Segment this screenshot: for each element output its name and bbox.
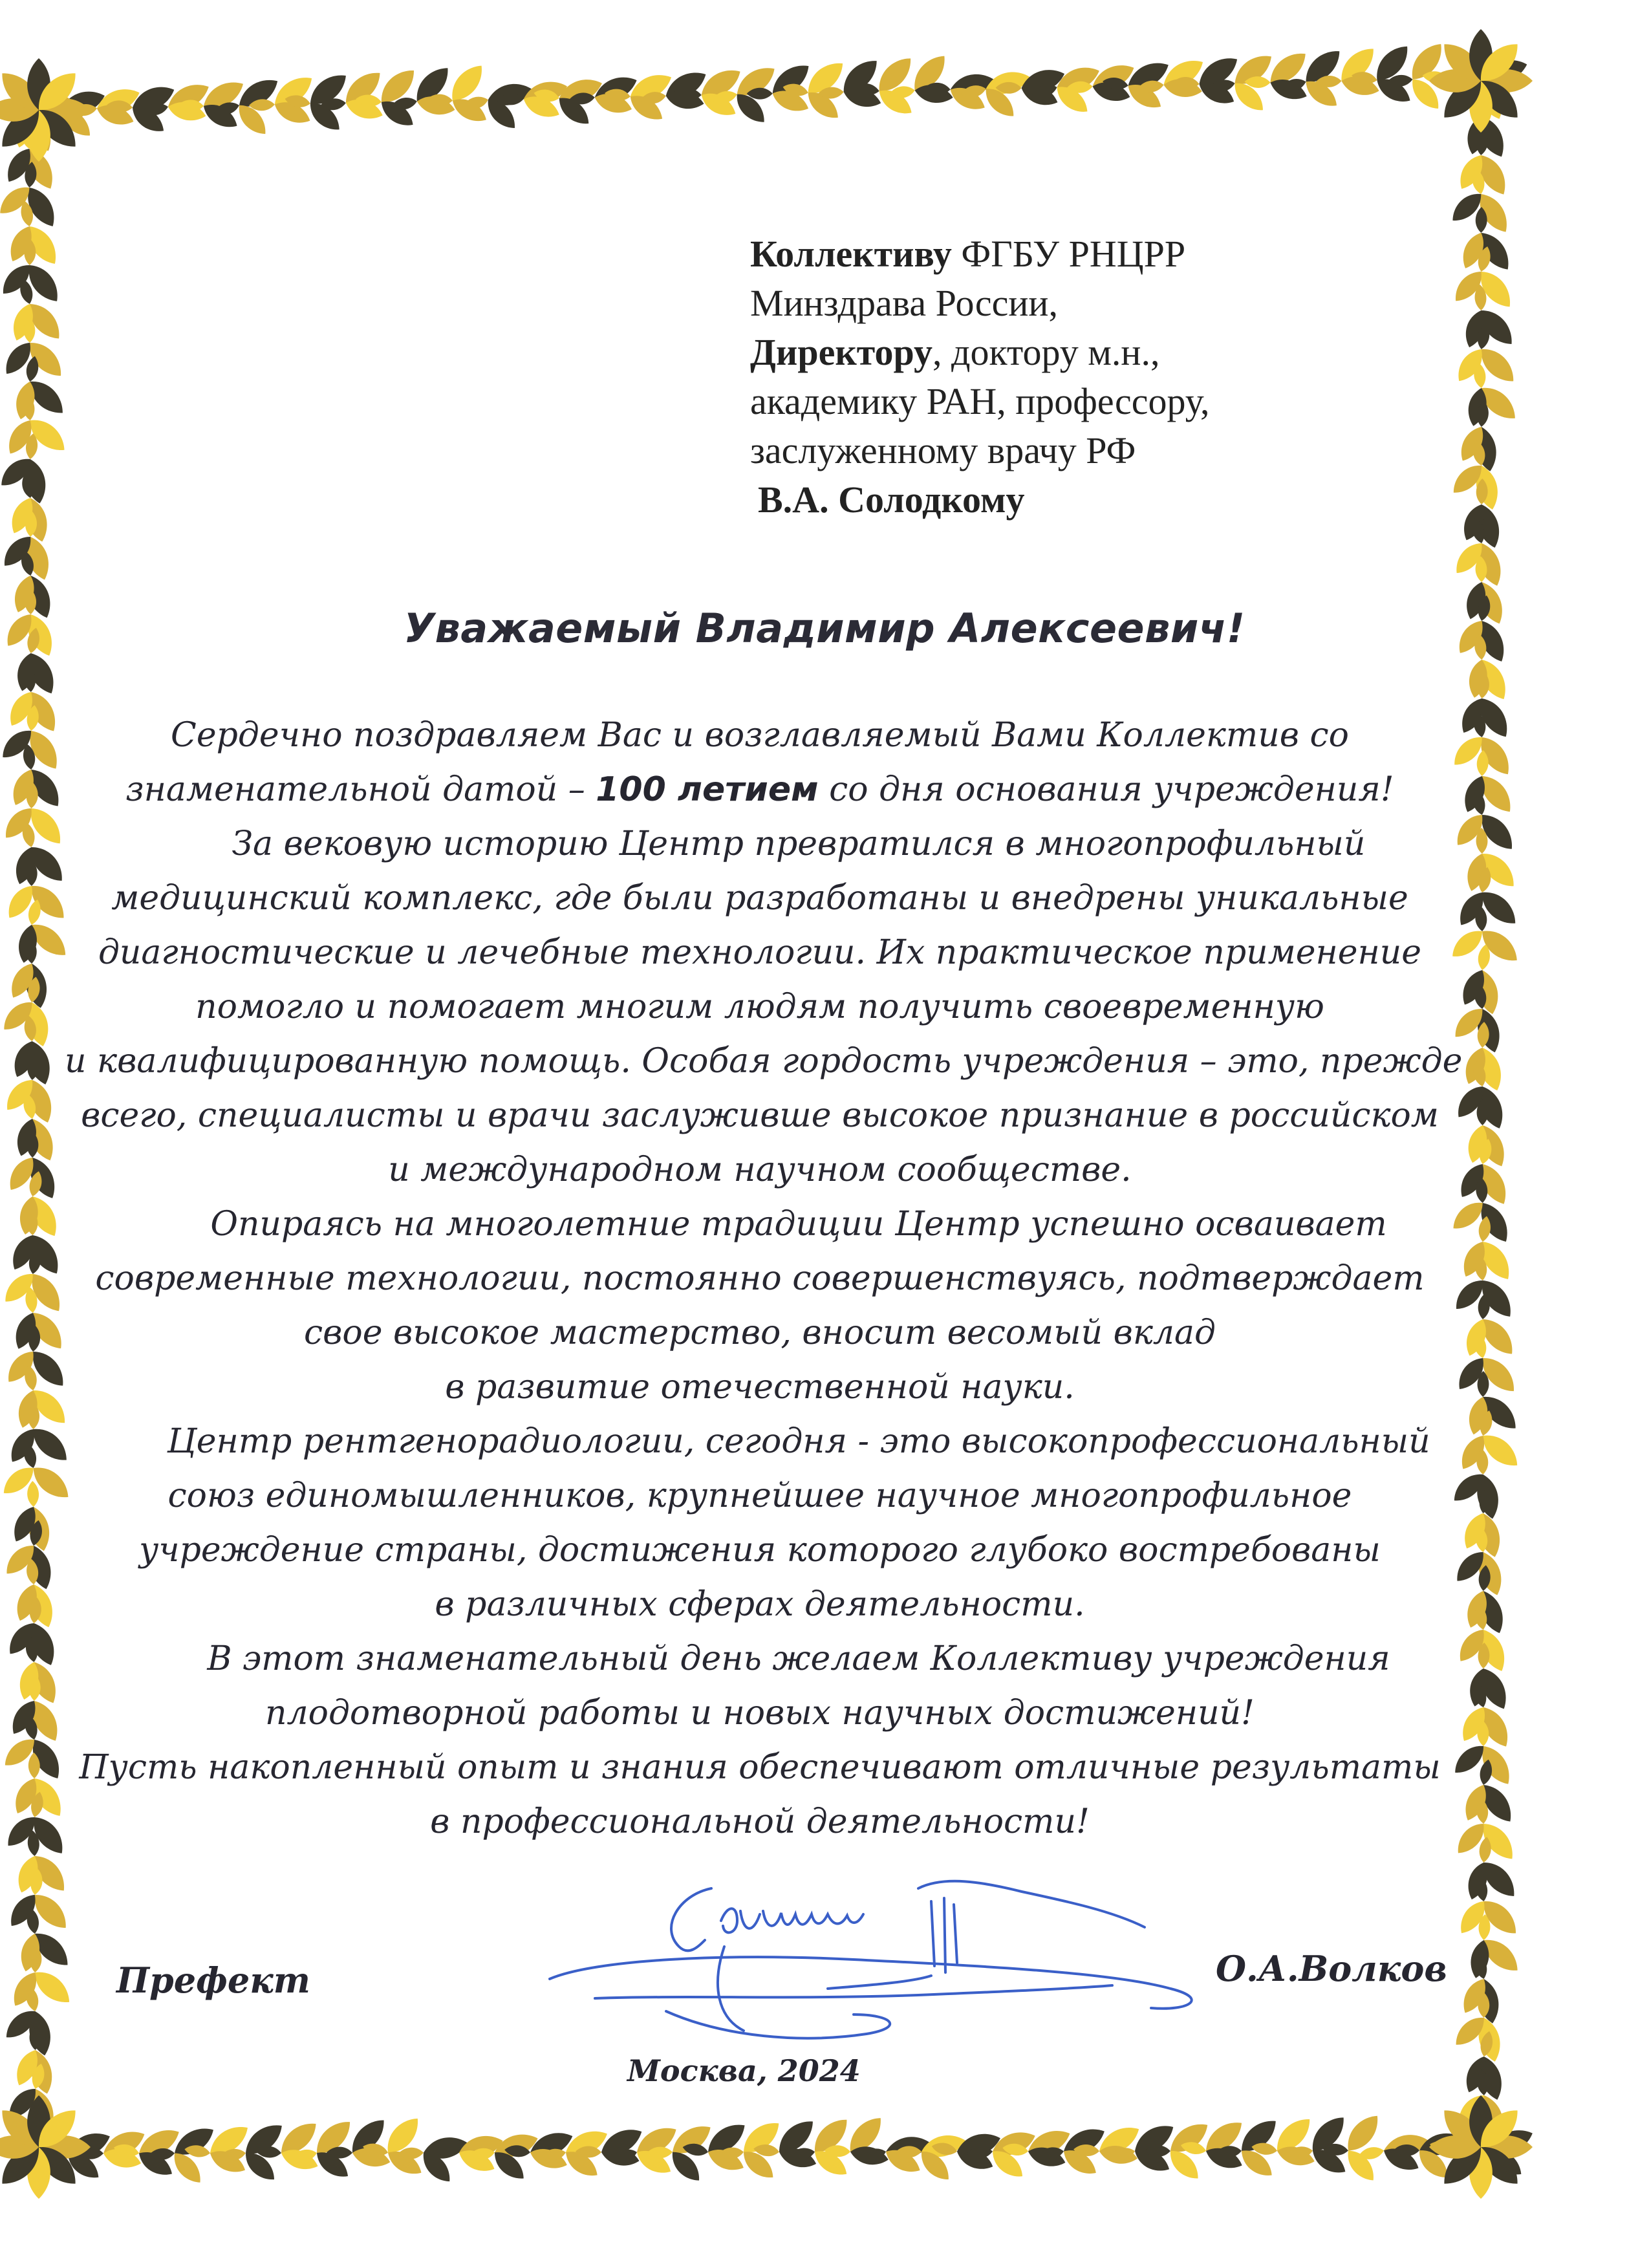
body-line: и международном научном сообществе.: [388, 1150, 1132, 1189]
body-line: За вековую историю Центр превратился в многопрофильный: [232, 825, 1366, 863]
body-line: и квалифицированную помощь. Особая гордость учреждения – это, прежде: [65, 1042, 1463, 1081]
body-line: свое высокое мастерство, вносит весомый вклад: [304, 1313, 1216, 1352]
body-line: Сердечно поздравляем Вас и возглавляемый Вами Коллектив со: [171, 716, 1349, 755]
body-line: помогло и помогает многим людям получить своевременную: [195, 988, 1324, 1026]
body-line: союз единомышленников, крупнейшее научное многопрофильное: [167, 1476, 1352, 1515]
signer-position: Префект: [116, 1960, 310, 2001]
greeting-heading: Уважаемый Владимир Алексеевич!: [404, 605, 1245, 652]
body-line: всего, специалисты и врачи заслуживше высокое признание в российском: [81, 1096, 1439, 1135]
addressee-block: [750, 230, 1461, 524]
body-line: Центр рентгенорадиологии, сегодня - это высокопрофессиональный: [167, 1422, 1430, 1461]
letter-body: [65, 708, 1463, 1849]
body-line: в развитие отечественной науки.: [445, 1368, 1075, 1407]
anniversary-highlight: 100 летием: [596, 770, 819, 809]
body-line: Пусть накопленный опыт и знания обеспечивают отличные результаты: [79, 1748, 1441, 1787]
body-line: учреждение страны, достижения которого глубоко востребованы: [139, 1531, 1381, 1570]
body-line: плодотворной работы и новых научных достижений!: [265, 1694, 1255, 1733]
body-line: современные технологии, постоянно совершенствуясь, подтверждает: [95, 1259, 1425, 1298]
body-line: знаменательной датой – 100 летием со дня основания учреждения!: [125, 770, 1394, 809]
addressee-line-3: Директору, доктору м.н.,: [750, 331, 1160, 373]
addressee-line-1: Коллективу ФГБУ РНЦРР: [750, 233, 1186, 275]
border-leaf: [27, 1481, 39, 1507]
handwritten-signature: [466, 1850, 1242, 2057]
place-and-date: Москва, 2024: [627, 2053, 861, 2088]
addressee-line-4: академику РАН, профессору,: [750, 380, 1210, 422]
addressee-name: В.А. Солодкому: [758, 479, 1025, 521]
body-line: медицинский комплекс, где были разработаны и внедрены уникальные: [111, 879, 1408, 918]
addressee-line-2: Минздрава России,: [750, 282, 1058, 324]
body-line: диагностические и лечебные технологии. Их практическое применение: [98, 933, 1422, 972]
body-line: Опираясь на многолетние традиции Центр успешно осваивает: [210, 1205, 1387, 1244]
signer-name: О.А.Волков: [1216, 1948, 1447, 1989]
addressee-line-5: заслуженному врачу РФ: [750, 429, 1136, 471]
body-line: В этот знаменательный день желаем Коллективу учреждения: [207, 1639, 1390, 1678]
body-line: в профессиональной деятельности!: [430, 1802, 1090, 1841]
body-line: в различных сферах деятельности.: [435, 1585, 1085, 1624]
